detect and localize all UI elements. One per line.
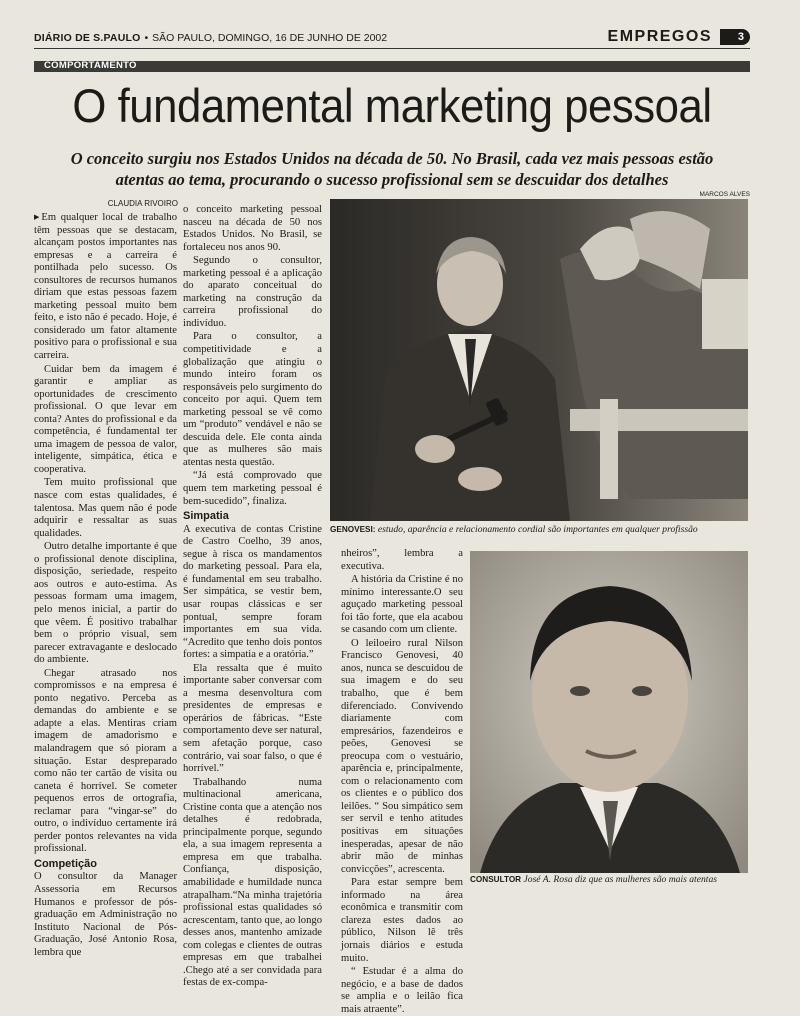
paragraph: O leiloeiro rural Nilson Francisco Genovesi, 40 anos, nunca se descuidou de sua imagem e do seu trabalho, que é bem diferenciado. Convivendo diariamente com empresários, fazendeiros e peões, Genovesi se preocupa com o vestuário, aparência e, principalmente, com o relacionamento com os clientes e o público dos leilões. “ Sou simpático sem ser servil e tenho atitudes positivas em situações inesperadas, apesar de não abrir mão de minhas convicções”, acrescenta. xyxy=(341,637,463,875)
paragraph: Ela ressalta que é muito importante saber conversar com a mesma desenvoltura com presidentes de empresas e operários de fábricas. “Este comportamento deve ser natural, sem afetação porque, caso contrário, vai soar falso, o que é horrível.” xyxy=(183,662,322,775)
paragraph: Trabalhando numa multinacional americana, Cristine conta que a atenção nos detalhes é redobrada, principalmente porque, segundo ela, a sua imagem representa a empresa em que trabalha. Confiança, disposição, amabilidade e humildade nunca atrapalham.“Na minha trajetória profissional estas qualidades só acrescentam, tanto que, ao longo desses anos, mantenho amizade com colegas e clientes de outras empresas em que trabalhei .Chego até a ser convidada para festas de ex-compa- xyxy=(183,776,322,989)
caption-label: GENOVESI: xyxy=(330,525,376,534)
subheading-competicao: Competição xyxy=(34,857,97,870)
paragraph: Para estar sempre bem informado na área econômica e transmitir com clareza estes dados ao público, Nilson lê três jornais diários e estuda muito. xyxy=(341,877,463,964)
subhead-line-1: O conceito surgiu nos Estados Unidos na década de 50. No Brasil, cada vez mais pessoas estão xyxy=(70,149,714,168)
page-number: 3 xyxy=(720,29,750,45)
photo-consultor xyxy=(470,551,748,873)
page-header xyxy=(34,30,750,46)
caption-text: estudo, aparência e relacionamento cordial são importantes em qualquer profissão xyxy=(375,524,698,535)
subheading-simpatia: Simpatia xyxy=(183,510,229,523)
dateline: SÃO PAULO, DOMINGO, 16 DE JUNHO DE 2002 xyxy=(152,32,388,44)
paragraph: Outro detalhe importante é que o profissional denote disciplina, disposição, seriedade, respeito aos outros e auto-estima. As pessoas formam uma imagem, pelo menos inicial, a partir do que vêem. É positivo trabalhar bem o próprio visual, sem parecer extravagante e deslocado do ambiente. xyxy=(34,541,177,666)
paragraph xyxy=(34,211,177,363)
subhead xyxy=(34,148,750,190)
paragraph: “Já está comprovado que quem tem marketing pessoal é bem-sucedido”, finaliza. xyxy=(183,470,322,507)
paragraph: Para o consultor, a competitividade e a globalização que atingiu o mundo inteiro foram os responsáveis pelo surgimento do conceito por aqui. Quem tem marketing pessoal se vê como um “produto” vendável e não se descuida dele. Ele conta ainda que as mulheres são mais atentas nesta questão. xyxy=(183,331,322,468)
paragraph: o conceito marketing pessoal nasceu na década de 50 nos Estados Unidos. No Brasil, se fortaleceu nos anos 90. xyxy=(183,204,322,253)
subhead-line-2: atentas ao tema, procurando o sucesso profissional sem se descuidar dos detalhes xyxy=(115,170,669,189)
byline: CLAUDIA RIVOIRO xyxy=(107,199,178,208)
paragraph: Segundo o consultor, marketing pessoal é a aplicação do aparato conceitual do marketing na construção da carreira profissional do indivíduo. xyxy=(183,255,322,329)
paragraph: A história da Cristine é no mínimo interessante.O seu aguçado marketing pessoal foi tão forte, que ela acabou se casando com um cliente. xyxy=(341,574,463,636)
article-column-2 xyxy=(183,204,322,989)
headline: O fundamental marketing pessoal xyxy=(72,79,712,132)
paragraph-text: Em qualquer local de trabalho têm pessoas que se destacam, alcançam postos importantes nas empresas e a carreira é pontilhada pelo sucesso. Os consultores de recursos humanos diriam que estas pessoas fazem marketing pessoal muito bem feito, e isto não é pecado. Hoje, é considerado um fator altamente positivo para o profissional e sua carreira. xyxy=(34,212,177,362)
masthead-line xyxy=(34,32,387,44)
paragraph: Cuidar bem da imagem é garantir e ampliar as oportunidades de crescimento profissional. O que levar em conta? Antes do profissional e da competência, é fundamental ter uma imagem de pessoa de valor, inteligente, simpática, ética e cooperativa. xyxy=(34,363,177,475)
article-column-1 xyxy=(34,211,177,958)
section-name: EMPREGOS xyxy=(607,28,712,45)
paragraph: “ Estudar é a alma do negócio, e a base de dados se amplia e o leilão fica mais atraente”. xyxy=(341,966,463,1015)
bullet-icon: • xyxy=(144,32,149,44)
kicker: COMPORTAMENTO xyxy=(44,60,137,71)
paragraph: nheiros”, lembra a executiva. xyxy=(341,548,463,572)
paragraph: A executiva de contas Cristine de Castro Coelho, 39 anos, segue à risca os mandamentos do marketing pessoal. Para ela, é fundamental em seu trabalho. Ser simpática, se vestir bem, usar roupas clássicas e ser pontual, sempre foram importantes em sua vida. “Acredito que tenho dois pontos fortes: a simpatia e a oratória.” xyxy=(183,523,322,661)
article-column-3 xyxy=(341,548,463,1015)
kicker-bar xyxy=(34,61,750,72)
bullet-icon: ▶ xyxy=(34,213,42,221)
header-rule xyxy=(34,48,750,49)
paragraph: Chegar atrasado nos compromissos e na empresa é ponto negativo. Perceba as demandas do ambiente e se adapte a elas. Mentiras criam imagem de amadorismo e malandragem que só pioram a situação. Estar despreparado como não ter cartão de visita ou caneta é horrível. Se cometer pequenos erros de ortografia, reclamar para “vingar-se” do outro, o indivíduo certamente irá perder pontos relevantes na vida profissional. xyxy=(34,667,177,855)
newspaper-name: DIÁRIO DE S.PAULO xyxy=(34,32,141,44)
auctioneer-photo xyxy=(330,199,748,521)
paragraph: Tem muito profissional que nasce com estas qualidades, é talentosa. Mas quem não é pode adquirir e ressaltar as suas qualidades. xyxy=(34,477,177,539)
paragraph: O consultor da Manager Assessoria em Recursos Humanos e professor de pós-graduação em Administração no Instituto Nacional de Pós-Graduação, José Antonio Rosa, lembra que xyxy=(34,871,177,958)
consultant-portrait xyxy=(470,551,748,873)
section-tab xyxy=(608,28,750,46)
caption-text: José A. Rosa diz que as mulheres são mais atentas xyxy=(521,874,717,885)
caption-label: CONSULTOR xyxy=(470,875,522,884)
photo-genovesi xyxy=(330,199,748,521)
photo-caption-1 xyxy=(330,524,750,535)
photo-credit: MARCOS ALVES xyxy=(699,191,750,198)
photo-caption-2 xyxy=(470,874,750,885)
